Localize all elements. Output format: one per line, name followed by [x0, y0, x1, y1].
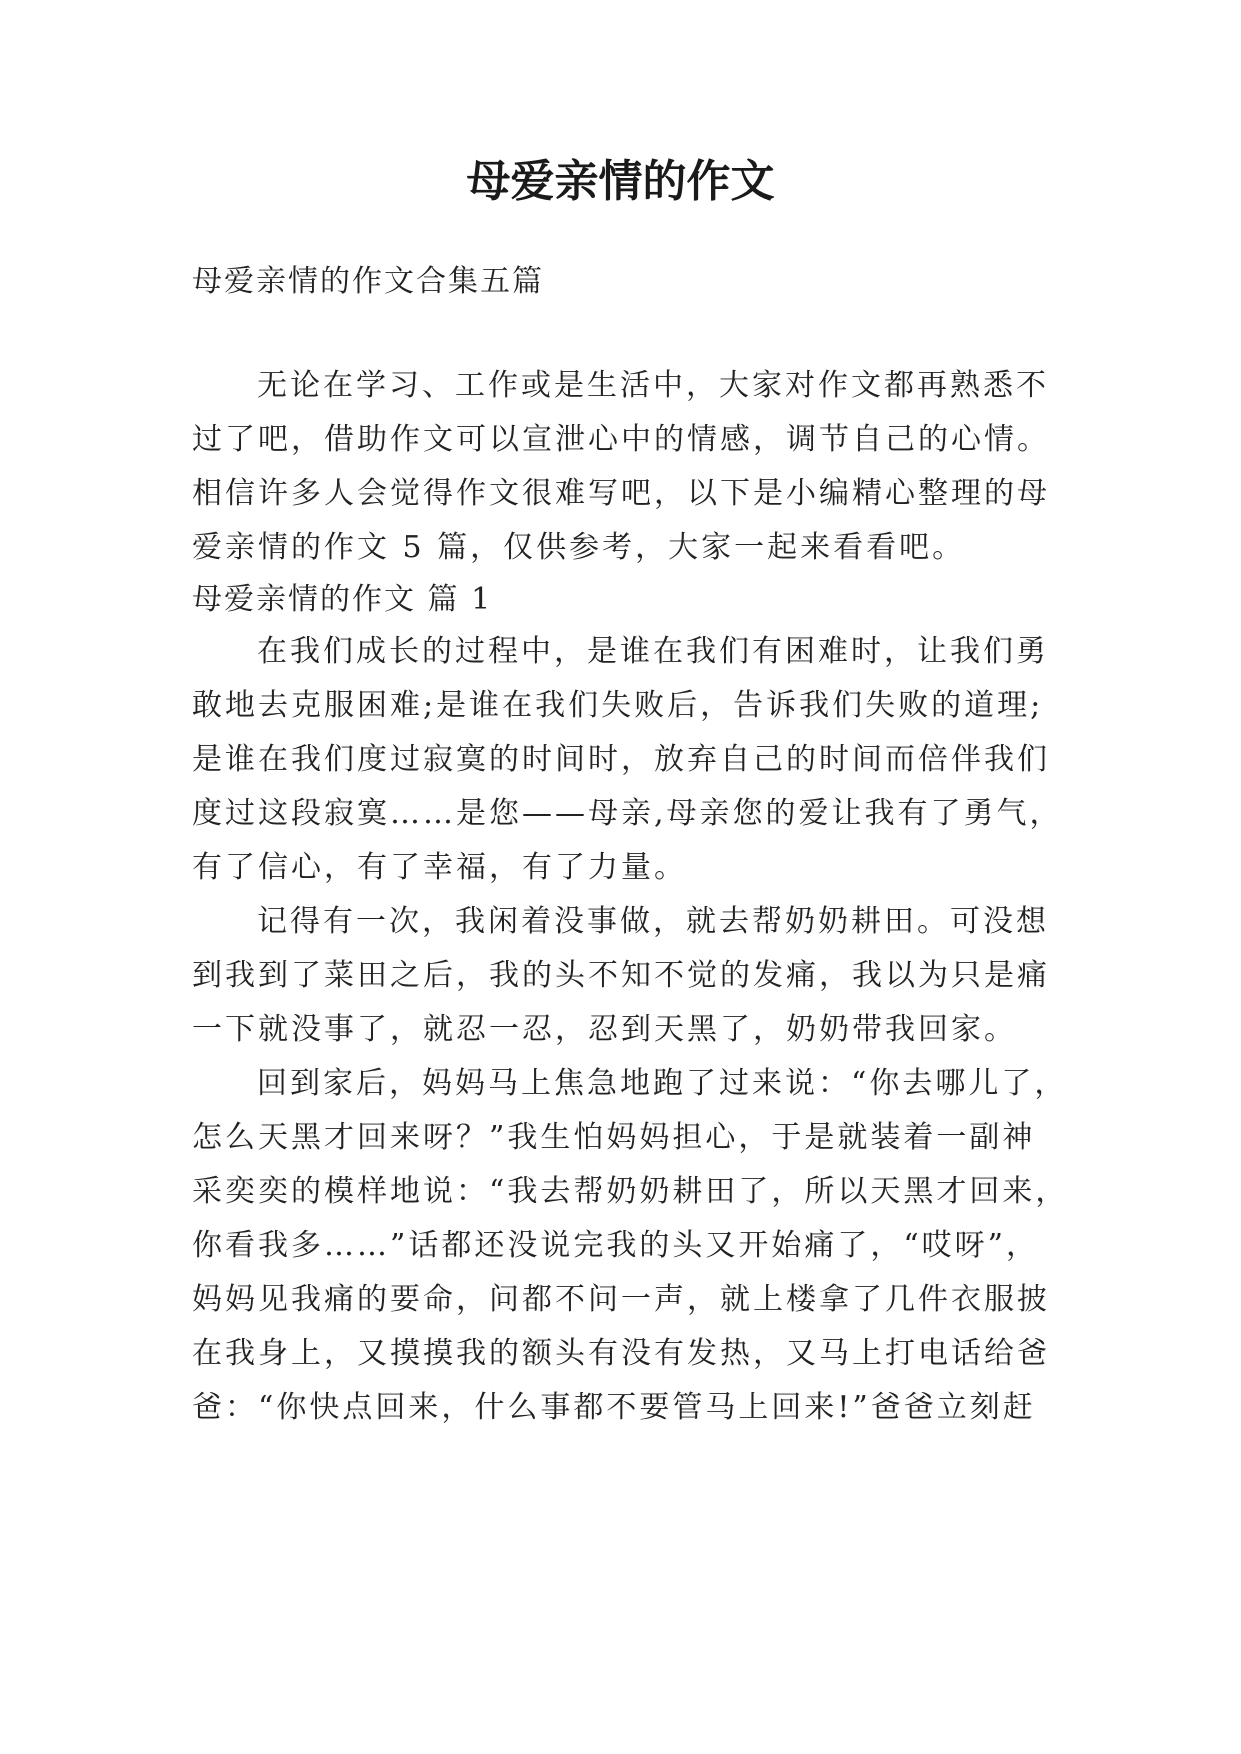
para1-line-1: 在我们成长的过程中，是谁在我们有困难时，让我们勇 — [257, 634, 1049, 669]
para3-line-3: 采奕奕的模样地说：“我去帮奶奶耕田了，所以天黑才回来， — [192, 1174, 1069, 1209]
section-heading: 母爱亲情的作文 篇 1 — [192, 582, 493, 617]
para3-line-6: 在我身上，又摸摸我的额头有没有发热，又马上打电话给爸 — [192, 1336, 1050, 1371]
para2-line-2: 到我到了菜田之后，我的头不知不觉的发痛，我以为只是痛 — [192, 958, 1050, 993]
intro-line-1: 无论在学习、工作或是生活中，大家对作文都再熟悉不 — [257, 368, 1049, 403]
para3-line-2: 怎么天黑才回来呀？”我生怕妈妈担心，于是就装着一副神 — [192, 1120, 1036, 1155]
document-title: 母爱亲情的作文 — [466, 156, 775, 207]
para1-line-5: 有了信心，有了幸福，有了力量。 — [192, 850, 687, 885]
para3-line-7: 爸：“你快点回来，什么事都不要管马上回来!”爸爸立刻赶 — [192, 1390, 1036, 1425]
para3-line-4: 你看我多……”话都还没说完我的头又开始痛了，“哎呀”， — [192, 1228, 1040, 1263]
para3-line-1: 回到家后，妈妈马上焦急地跑了过来说：“你去哪儿了， — [257, 1066, 1068, 1101]
para3-line-5: 妈妈见我痛的要命，问都不问一声，就上楼拿了几件衣服披 — [192, 1282, 1050, 1317]
para1-line-2: 敢地去克服困难;是谁在我们失败后，告诉我们失败的道理; — [192, 688, 1044, 723]
para1-line-4: 度过这段寂寞……是您——母亲,母亲您的爱让我有了勇气， — [192, 796, 1063, 831]
intro-line-4: 爱亲情的作文 5 篇，仅供参考，大家一起来看看吧。 — [192, 530, 966, 565]
para2-line-3: 一下就没事了，就忍一忍，忍到天黑了，奶奶带我回家。 — [192, 1012, 1017, 1047]
intro-line-3: 相信许多人会觉得作文很难写吧，以下是小编精心整理的母 — [192, 476, 1050, 511]
para1-line-3: 是谁在我们度过寂寞的时间时，放弃自己的时间而倍伴我们 — [192, 742, 1050, 777]
intro-line-2: 过了吧，借助作文可以宣泄心中的情感，调节自己的心情。 — [192, 422, 1050, 457]
para2-line-1: 记得有一次，我闲着没事做，就去帮奶奶耕田。可没想 — [257, 904, 1049, 939]
subtitle: 母爱亲情的作文合集五篇 — [192, 264, 544, 299]
